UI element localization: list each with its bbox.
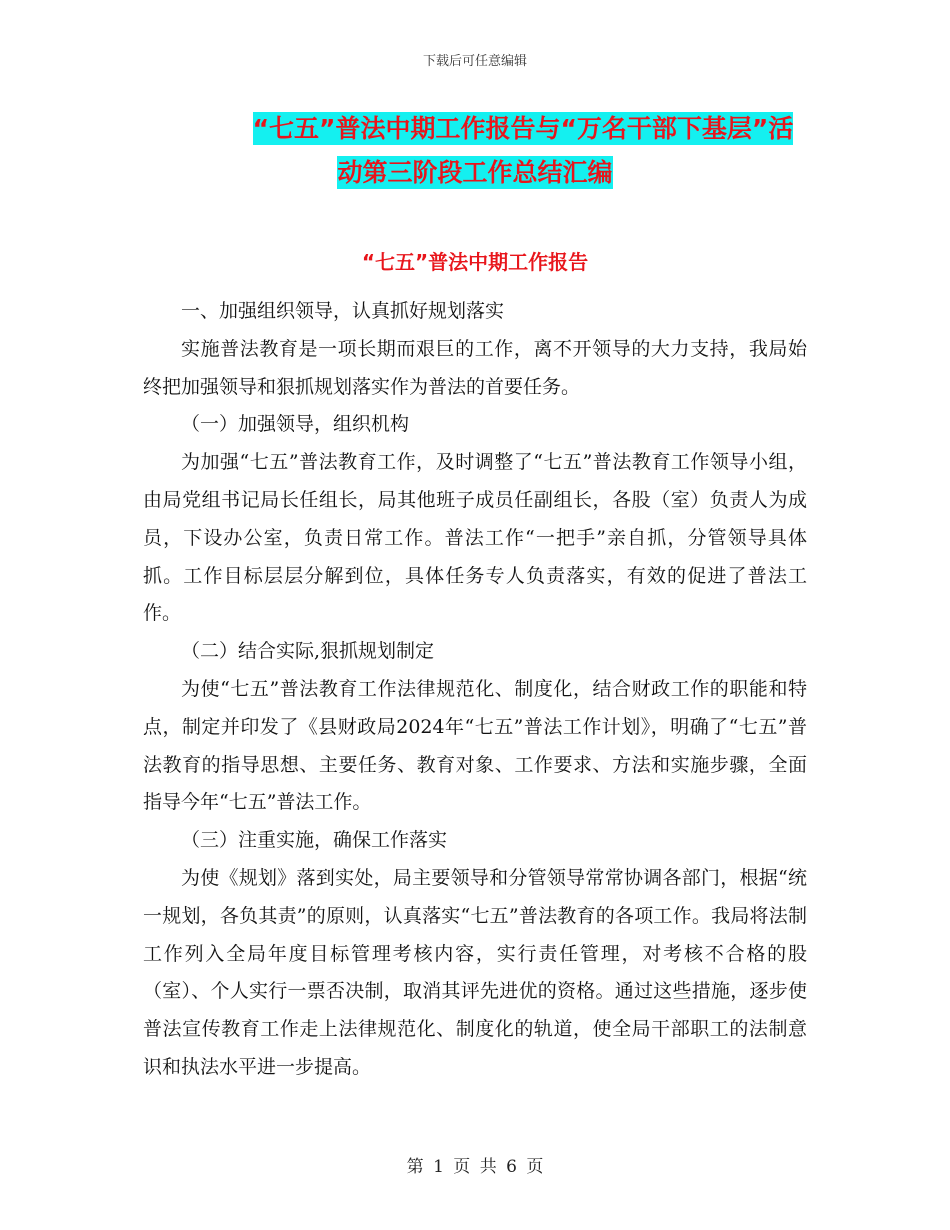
subheading-3: （三）注重实施，确保工作落实 xyxy=(181,829,448,852)
paragraph-4: 为使《规划》落到实处，局主要领导和分管领导常常协调各部门，根据“统一规划，各负其责”的原则，认真落实“七五”普法教育的各项工作。我局将法制工作列入全局年度目标管理考核内容，实行责任管理，对考核不合格的股（室）、个人实行一票否决制，取消其评先进优的资格。通过这些措施，逐步使普法宣传教育工作走上法律规范化、制度化的轨道，使全局干部职工的法制意识和执法水平进一步提高。 xyxy=(143,866,807,1078)
document-title-line-2-text: 动第三阶段工作总结汇编 xyxy=(337,158,613,187)
document-title-line-1 xyxy=(48,112,950,146)
document-body xyxy=(143,293,807,1087)
document-title-line-1-text: “七五”普法中期工作报告与“万名干部下基层”活 xyxy=(252,114,794,143)
paragraph-1: 实施普法教育是一项长期而艰巨的工作，离不开领导的大力支持，我局始终把加强领导和狠抓规划落实作为普法的首要任务。 xyxy=(143,337,807,398)
subheading-2: （二）结合实际,狠抓规划制定 xyxy=(181,640,435,663)
subheading-1: （一）加强领导，组织机构 xyxy=(181,413,410,436)
paragraph-3: 为使“七五”普法教育工作法律规范化、制度化，结合财政工作的职能和特点，制定并印发了《县财政局2024年“七五”普法工作计划》，明确了“七五”普法教育的指导思想、主要任务、教育对象、工作要求、方法和实施步骤，全面指导今年“七五”普法工作。 xyxy=(143,677,807,814)
heading-1: 一、加强组织领导，认真抓好规划落实 xyxy=(181,300,505,322)
document-title-line-2 xyxy=(0,156,950,190)
page-header-note: 下载后可任意编辑 xyxy=(422,54,527,69)
page-number-footer: 第 1 页 共 6 页 xyxy=(406,1157,544,1177)
section-title: “七五”普法中期工作报告 xyxy=(361,250,589,274)
paragraph-2: 为加强“七五”普法教育工作，及时调整了“七五”普法教育工作领导小组，由局党组书记局长任组长，局其他班子成员任副组长，各股（室）负责人为成员，下设办公室，负责日常工作。普法工作“一把手”亲自抓，分管领导具体抓。工作目标层层分解到位，具体任务专人负责落实，有效的促进了普法工作。 xyxy=(143,451,807,625)
